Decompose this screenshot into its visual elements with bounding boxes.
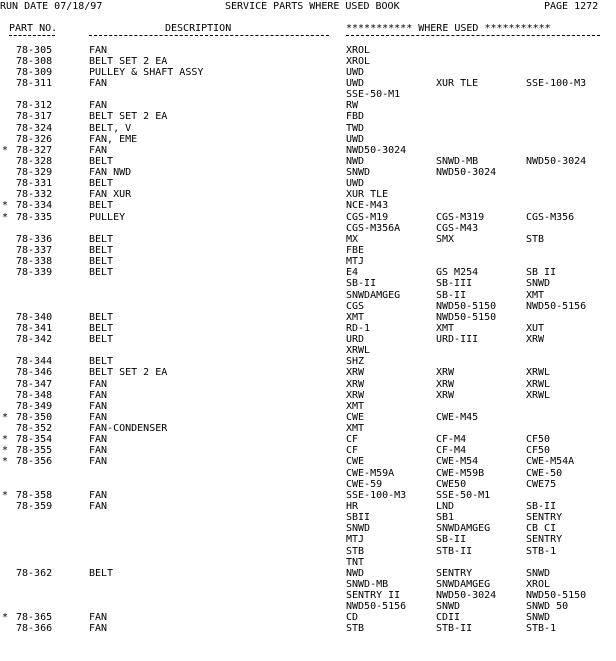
part-number: 78-354: [16, 434, 53, 446]
description: FAN: [89, 100, 108, 112]
where-used-3: SNWD 50: [526, 601, 569, 613]
description: BELT: [89, 322, 114, 334]
part-number: 78-327: [16, 144, 53, 156]
where-used-1: SHZ: [346, 356, 365, 368]
where-used-2: SB1: [436, 512, 455, 524]
col-header-part-no: PART NO.: [9, 23, 58, 34]
where-used-2: SB-III: [436, 278, 473, 290]
description: BELT: [89, 178, 114, 190]
part-number: 78-349: [16, 400, 53, 412]
part-number: 78-348: [16, 389, 53, 401]
flag: *: [2, 411, 9, 423]
where-used-3: SENTRY: [526, 512, 563, 524]
where-used-1: XROL: [346, 55, 371, 67]
part-number: 78-350: [16, 411, 53, 423]
description: FAN: [89, 44, 108, 56]
where-used-2: SNWDAMGEG: [436, 578, 491, 590]
flag: *: [2, 456, 9, 468]
where-used-1: SENTRY II: [346, 590, 401, 601]
where-used-2: XUR TLE: [436, 78, 479, 89]
where-used-2: XMT: [436, 322, 455, 334]
part-number: 78-317: [16, 111, 53, 123]
where-used-2: STB-II: [436, 545, 473, 557]
where-used-2: XRW: [436, 367, 455, 379]
description: BELT SET 2 EA: [89, 111, 168, 123]
where-used-2: SENTRY: [436, 567, 473, 579]
where-used-1: STB: [346, 545, 365, 557]
page-number: PAGE 1272: [544, 1, 599, 12]
where-used-3: CWE-M54A: [526, 456, 575, 468]
where-used-3: STB: [526, 233, 545, 245]
where-used-3: SSE-100-M3: [526, 78, 587, 89]
where-used-1: NCE-M43: [346, 200, 389, 212]
part-number: 78-334: [16, 200, 53, 212]
where-used-3: XRWL: [526, 367, 551, 379]
flag: *: [2, 612, 9, 624]
description-underline: [89, 35, 329, 36]
part-number: 78-356: [16, 456, 53, 468]
where-used-1: UWD: [346, 178, 365, 190]
col-header-where-used: *********** WHERE USED ***********: [346, 23, 551, 34]
where-used-1: UWD: [346, 133, 365, 145]
part-number: 78-352: [16, 423, 53, 434]
part-number: 78-308: [16, 55, 53, 67]
where-used-3: CB CI: [526, 523, 557, 535]
where-used-1: CF: [346, 445, 359, 457]
where-used-1: CWE: [346, 411, 365, 423]
where-used-1: SNWD-MB: [346, 578, 389, 590]
description: FAN XUR: [89, 189, 132, 201]
flag: *: [2, 489, 9, 501]
flag: *: [2, 445, 9, 457]
where-used-1: NWD50-5156: [346, 601, 407, 613]
part-number: 78-355: [16, 445, 53, 457]
flag: *: [2, 211, 9, 223]
description: BELT: [89, 567, 114, 579]
description: FAN: [89, 612, 108, 624]
part-number: 78-341: [16, 322, 53, 334]
where-used-2: CGS-M43: [436, 222, 479, 234]
where-used-1: CD: [346, 612, 359, 624]
part-number: 78-344: [16, 356, 53, 368]
col-header-description: DESCRIPTION: [165, 23, 232, 34]
where-used-2: SB-II: [436, 534, 467, 546]
where-used-1: XRWL: [346, 345, 371, 357]
where-used-1: MTJ: [346, 534, 365, 546]
where-used-2: LND: [436, 500, 455, 512]
description: FAN: [89, 78, 108, 89]
description: FAN-CONDENSER: [89, 423, 168, 434]
where-used-3: XROL: [526, 578, 551, 590]
where-used-2: SNWD: [436, 601, 461, 613]
where-used-3: STB-1: [526, 545, 557, 557]
description: FAN: [89, 434, 108, 446]
description: BELT: [89, 356, 114, 368]
part-number: 78-326: [16, 133, 53, 145]
where-used-1: SBII: [346, 512, 371, 524]
where-used-2: CGS-M319: [436, 211, 485, 223]
where-used-1: SSE-100-M3: [346, 489, 407, 501]
description: BELT SET 2 EA: [89, 55, 168, 67]
where-used-2: CF-M4: [436, 434, 467, 446]
description: FAN: [89, 623, 108, 635]
where-used-3: CGS-M356: [526, 211, 575, 223]
description: FAN: [89, 378, 108, 390]
part-number: 78-366: [16, 623, 53, 635]
where-used-1: CGS: [346, 300, 365, 312]
where-used-1: XMT: [346, 311, 365, 323]
where-used-1: STB: [346, 623, 365, 635]
part-number: 78-338: [16, 256, 53, 268]
where-used-1: XRW: [346, 378, 365, 390]
description: BELT: [89, 334, 114, 345]
where-used-1: SNWD: [346, 523, 371, 535]
description: FAN: [89, 144, 108, 156]
where-used-2: GS M254: [436, 267, 479, 279]
where-used-1: XMT: [346, 400, 365, 412]
description: FAN: [89, 489, 108, 501]
where-used-2: XRW: [436, 389, 455, 401]
where-used-3: SB II: [526, 267, 557, 279]
part-number: 78-342: [16, 334, 53, 345]
where-used-3: XRWL: [526, 389, 551, 401]
where-used-2: CWE-M54: [436, 456, 479, 468]
where-used-3: SNWD: [526, 567, 551, 579]
where-used-2: NWD50-5150: [436, 300, 497, 312]
where-used-1: TNT: [346, 556, 365, 568]
flag: *: [2, 434, 9, 446]
where-used-2: XRW: [436, 378, 455, 390]
where-used-1: CF: [346, 434, 359, 446]
where-used-1: NWD: [346, 155, 365, 167]
part-number: 78-329: [16, 167, 53, 178]
flag: *: [2, 200, 9, 212]
where-used-1: RD-1: [346, 322, 371, 334]
where-used-2: SNWD-MB: [436, 155, 479, 167]
part-number: 78-328: [16, 155, 53, 167]
flag: *: [2, 144, 9, 156]
where-used-1: XUR TLE: [346, 189, 389, 201]
where-used-1: SB-II: [346, 278, 377, 290]
description: FAN: [89, 411, 108, 423]
part-number: 78-324: [16, 122, 53, 134]
where-used-1: XRW: [346, 389, 365, 401]
description: FAN: [89, 400, 108, 412]
where-used-1: HR: [346, 500, 359, 512]
description: BELT: [89, 155, 114, 167]
where-used-1: URD: [346, 334, 365, 345]
part-number: 78-335: [16, 211, 53, 223]
where-used-1: NWD50-3024: [346, 144, 407, 156]
where-used-3: CWE-50: [526, 467, 563, 479]
description: BELT: [89, 311, 114, 323]
where-used-underline: [346, 35, 600, 36]
part-number: 78-332: [16, 189, 53, 201]
part-number: 78-340: [16, 311, 53, 323]
where-used-3: NWD50-5156: [526, 300, 587, 312]
where-used-2: CWE50: [436, 478, 467, 490]
where-used-2: SB-II: [436, 289, 467, 301]
part-number: 78-362: [16, 567, 53, 579]
description: PULLEY: [89, 211, 126, 223]
part-number: 78-331: [16, 178, 53, 190]
where-used-1: XROL: [346, 44, 371, 56]
where-used-1: CGS-M19: [346, 211, 389, 223]
where-used-2: NWD50-3024: [436, 167, 497, 178]
description: PULLEY & SHAFT ASSY: [89, 66, 204, 78]
part-number: 78-359: [16, 500, 53, 512]
where-used-3: SNWD: [526, 278, 551, 290]
part-number: 78-346: [16, 367, 53, 379]
part-number: 78-347: [16, 378, 53, 390]
where-used-2: SMX: [436, 233, 455, 245]
where-used-1: FBE: [346, 244, 365, 256]
where-used-2: NWD50-5150: [436, 311, 497, 323]
where-used-2: CWE-M59B: [436, 467, 485, 479]
where-used-1: RW: [346, 100, 359, 112]
description: FAN: [89, 445, 108, 457]
where-used-3: NWD50-5150: [526, 590, 587, 601]
run-date: RUN DATE 07/18/97: [0, 1, 103, 12]
where-used-3: SNWD: [526, 612, 551, 624]
description: BELT, V: [89, 122, 132, 134]
part-number: 78-305: [16, 44, 53, 56]
where-used-1: CWE-59: [346, 478, 383, 490]
where-used-3: XMT: [526, 289, 545, 301]
part-number: 78-358: [16, 489, 53, 501]
where-used-2: CF-M4: [436, 445, 467, 457]
part-number: 78-337: [16, 244, 53, 256]
where-used-1: UWD: [346, 66, 365, 78]
where-used-1: XRW: [346, 367, 365, 379]
description: FAN: [89, 389, 108, 401]
where-used-1: E4: [346, 267, 359, 279]
where-used-1: FBD: [346, 111, 365, 123]
where-used-1: CWE: [346, 456, 365, 468]
where-used-1: MX: [346, 233, 359, 245]
where-used-1: SNWD: [346, 167, 371, 178]
where-used-3: XRWL: [526, 378, 551, 390]
where-used-3: SB-II: [526, 500, 557, 512]
where-used-3: XRW: [526, 334, 545, 345]
where-used-1: XMT: [346, 423, 365, 434]
description: BELT: [89, 233, 114, 245]
description: BELT: [89, 267, 114, 279]
where-used-3: XUT: [526, 322, 545, 334]
part-no-underline: [9, 35, 55, 36]
part-number: 78-312: [16, 100, 53, 112]
where-used-2: STB-II: [436, 623, 473, 635]
where-used-1: UWD: [346, 78, 365, 89]
where-used-1: CGS-M356A: [346, 222, 401, 234]
report-title: SERVICE PARTS WHERE USED BOOK: [225, 1, 400, 12]
where-used-2: SNWDAMGEG: [436, 523, 491, 535]
where-used-2: NWD50-3024: [436, 590, 497, 601]
description: FAN NWD: [89, 167, 132, 178]
part-number: 78-339: [16, 267, 53, 279]
part-number: 78-365: [16, 612, 53, 624]
part-number: 78-309: [16, 66, 53, 78]
description: BELT SET 2 EA: [89, 367, 168, 379]
description: FAN: [89, 456, 108, 468]
where-used-1: CWE-M59A: [346, 467, 395, 479]
where-used-3: STB-1: [526, 623, 557, 635]
part-number: 78-311: [16, 78, 53, 89]
where-used-2: URD-III: [436, 334, 479, 345]
where-used-1: MTJ: [346, 256, 365, 268]
description: FAN: [89, 500, 108, 512]
description: BELT: [89, 200, 114, 212]
description: FAN, EME: [89, 133, 138, 145]
where-used-1: TWD: [346, 122, 365, 134]
description: BELT: [89, 244, 114, 256]
where-used-3: NWD50-3024: [526, 155, 587, 167]
description: BELT: [89, 256, 114, 268]
where-used-1: SSE-50-M1: [346, 89, 401, 101]
part-number: 78-336: [16, 233, 53, 245]
where-used-2: SSE-50-M1: [436, 489, 491, 501]
where-used-2: CDII: [436, 612, 461, 624]
where-used-1: SNWDAMGEG: [346, 289, 401, 301]
where-used-3: SENTRY: [526, 534, 563, 546]
where-used-3: CF50: [526, 434, 551, 446]
where-used-3: CF50: [526, 445, 551, 457]
where-used-3: CWE75: [526, 478, 557, 490]
where-used-1: NWD: [346, 567, 365, 579]
where-used-2: CWE-M45: [436, 411, 479, 423]
